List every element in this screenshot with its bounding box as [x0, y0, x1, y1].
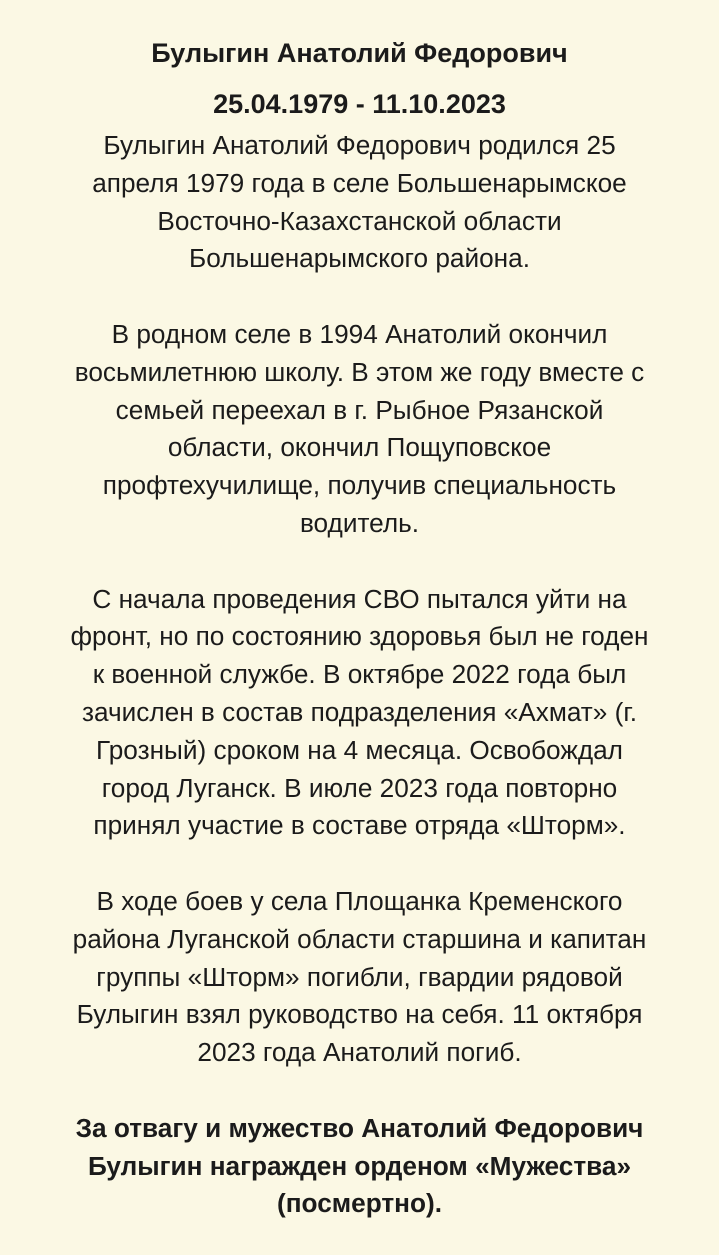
- paragraph-birth: Булыгин Анатолий Федорович родился 25 апреля 1979 года в селе Большенарымское Восточно-Казахстанской области Большенарымского района.: [92, 130, 627, 274]
- person-name-title: Булыгин Анатолий Федорович: [151, 38, 568, 68]
- paragraph-education: В родном селе в 1994 Анатолий окончил восьмилетнюю школу. В этом же году вместе с семьей переехал в г. Рыбное Рязанской области, окончил Пощуповское профтехучилище, получив специальность водитель.: [74, 318, 645, 538]
- life-dates: 25.04.1979 - 11.10.2023: [213, 89, 506, 119]
- paragraph-death: В ходе боев у села Площанка Кременского района Луганской области старшина и капитан группы «Шторм» погибли, гвардии рядовой Булыгин взял руководство на себя. 11 октября 2023 года Анатолий погиб.: [72, 885, 647, 1068]
- award-statement: За отвагу и мужество Анатолий Федорович Булыгин награжден орденом «Мужества» (посмертно).: [75, 1112, 644, 1219]
- paragraph-service: С начала проведения СВО пытался уйти на фронт, но по состоянию здоровья был не годен к военной службе. В октябре 2022 года был зачислен в состав подразделения «Ахмат» (г. Грозный) сроком на 4 месяца. Освобождал город Луганск. В июле 2023 года повторно принял участие в составе отряда «Шторм».: [70, 583, 649, 841]
